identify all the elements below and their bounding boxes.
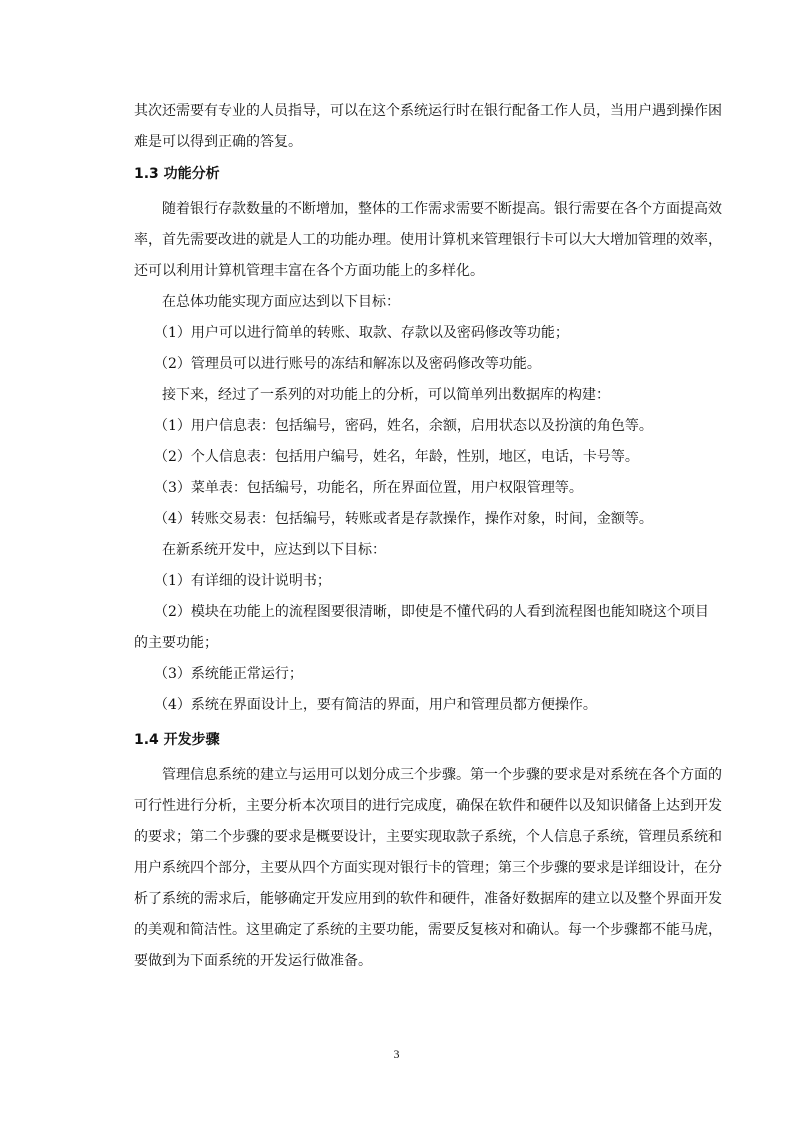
section-1-3-para1-line-1: 随着银行存款数量的不断增加，整体的工作需求需要不断提高。银行需要在各个方面提高效 xyxy=(162,201,722,217)
db-item-1: （1）用户信息表：包括编号，密码，姓名，余额，启用状态以及扮演的角色等。 xyxy=(154,418,653,434)
new-system-intro: 在新系统开发中，应达到以下目标： xyxy=(162,542,386,558)
page-number: 3 xyxy=(393,1047,400,1061)
goal-item-2: （2）管理员可以进行账号的冻结和解冻以及密码修改等功能。 xyxy=(154,356,541,372)
new-goal-item-2-line-2: 的主要功能； xyxy=(134,635,218,651)
new-goal-item-4: （4）系统在界面设计上，要有简洁的界面，用户和管理员都方便操作。 xyxy=(154,697,597,713)
section-heading-1-4: 1.4 开发步骤 xyxy=(134,732,220,748)
new-goal-item-2-line-1: （2）模块在功能上的流程图要很清晰，即使是不懂代码的人看到流程图也能知晓这个项目 xyxy=(154,604,709,620)
section-1-4-line-7: 要做到为下面系统的开发运行做准备。 xyxy=(134,953,372,969)
section-1-3-para1-line-3: 还可以利用计算机管理丰富在各个方面功能上的多样化。 xyxy=(134,263,484,279)
new-goal-item-3: （3）系统能正常运行； xyxy=(154,666,303,682)
intro-line-2: 难是可以得到正确的答复。 xyxy=(134,134,302,150)
new-goal-item-1: （1）有详细的设计说明书； xyxy=(154,573,331,589)
section-1-4-line-6: 的美观和简洁性。这里确定了系统的主要功能，需要反复核对和确认。每一个步骤都不能马虎， xyxy=(134,922,722,938)
db-item-3: （3）菜单表：包括编号，功能名，所在界面位置，用户权限管理等。 xyxy=(154,480,583,496)
section-1-4-line-1: 管理信息系统的建立与运用可以划分成三个步骤。第一个步骤的要求是对系统在各个方面的 xyxy=(162,767,722,783)
db-intro: 接下来，经过了一系列的对功能上的分析，可以简单列出数据库的构建： xyxy=(162,387,610,403)
intro-line-1: 其次还需要有专业的人员指导，可以在这个系统运行时在银行配备工作人员，当用户遇到操作困 xyxy=(134,103,722,119)
section-1-3-para1-line-2: 率，首先需要改进的就是人工的功能办理。使用计算机来管理银行卡可以大大增加管理的效率， xyxy=(134,232,722,248)
section-1-4-line-5: 析了系统的需求后，能够确定开发应用到的软件和硬件，准备好数据库的建立以及整个界面开发 xyxy=(134,891,722,907)
section-1-4-line-3: 的要求；第二个步骤的要求是概要设计，主要实现取款子系统，个人信息子系统，管理员系统和 xyxy=(134,829,722,845)
db-item-2: （2）个人信息表：包括用户编号，姓名，年龄，性别，地区，电话，卡号等。 xyxy=(154,449,639,465)
section-1-4-line-2: 可行性进行分析，主要分析本次项目的进行完成度，确保在软件和硬件以及知识储备上达到开发 xyxy=(134,798,722,814)
db-item-4: （4）转账交易表：包括编号，转账或者是存款操作，操作对象，时间，金额等。 xyxy=(154,511,653,527)
goal-item-1: （1）用户可以进行简单的转账、取款、存款以及密码修改等功能； xyxy=(154,325,569,341)
section-heading-1-3: 1.3 功能分析 xyxy=(134,166,220,182)
goals-intro: 在总体功能实现方面应达到以下目标： xyxy=(162,294,400,310)
section-1-4-line-4: 用户系统四个部分，主要从四个方面实现对银行卡的管理；第三个步骤的要求是详细设计，在分 xyxy=(134,860,722,876)
